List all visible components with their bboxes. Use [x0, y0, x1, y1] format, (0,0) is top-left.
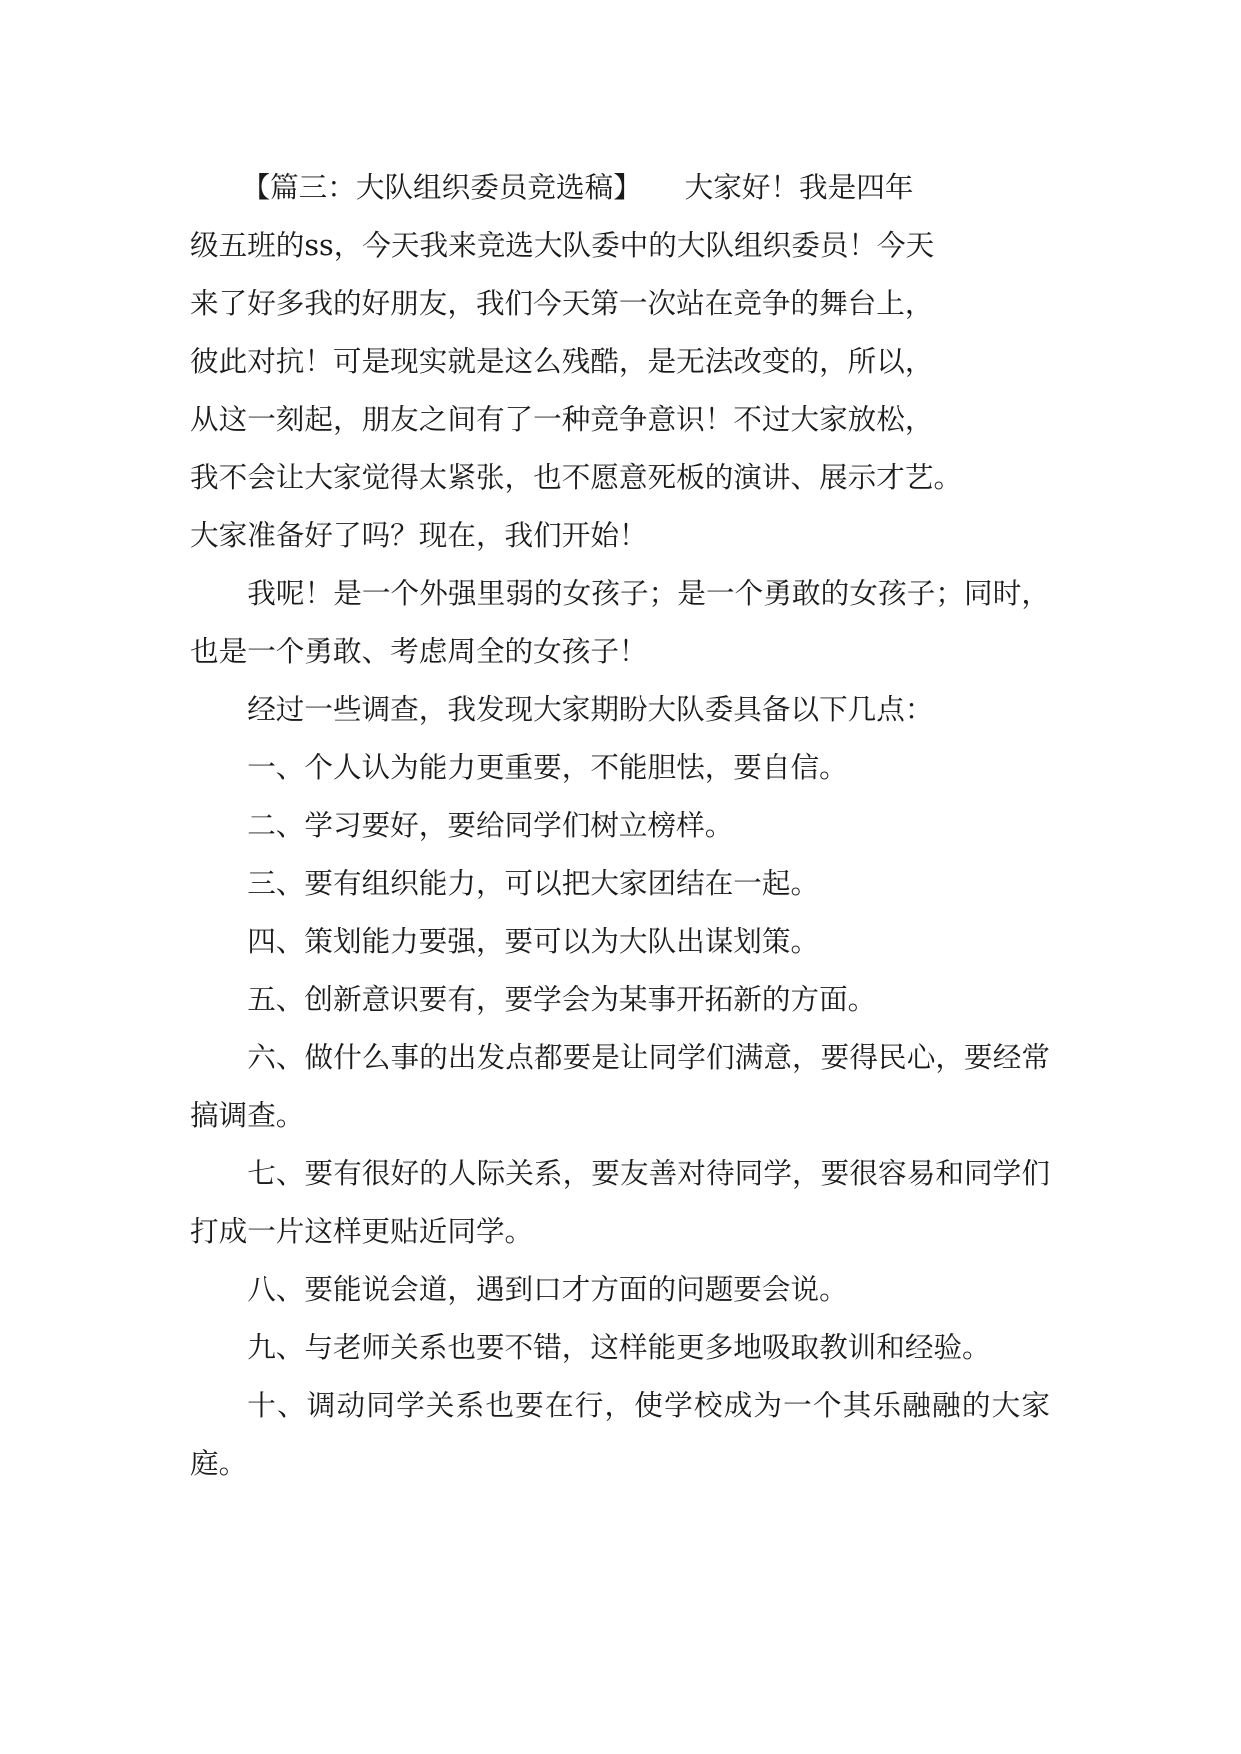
intro-line: 我不会让大家觉得太紧张，也不愿意死板的演讲、展示才艺。 [190, 460, 963, 494]
list-item: 一、个人认为能力更重要，不能胆怯，要自信。 [247, 750, 848, 784]
intro-line: 大家准备好了吗？现在，我们开始！ [190, 518, 648, 552]
list-item: 六、做什么事的出发点都要是让同学们满意，要得民心，要经常搞调查。 [190, 1040, 1050, 1132]
intro-line: 彼此对抗！可是现实就是这么残酷，是无法改变的，所以， [190, 344, 934, 378]
list-item: 十、调动同学关系也要在行，使学校成为一个其乐融融的大家庭。 [190, 1388, 1050, 1480]
list-item: 三、要有组织能力，可以把大家团结在一起。 [247, 866, 820, 900]
intro-line: 【篇三：大队组织委员竞选稿】 大家好！我是四年 [241, 170, 914, 204]
document-body [190, 158, 1050, 1492]
list-item: 四、策划能力要强，要可以为大队出谋划策。 [247, 924, 820, 958]
list-item: 五、创新意识要有，要学会为某事开拓新的方面。 [247, 982, 877, 1016]
intro-line: 级五班的ss，今天我来竞选大队委中的大队组织委员！今天 [190, 228, 935, 262]
intro-line: 来了好多我的好朋友，我们今天第一次站在竞争的舞台上， [190, 286, 934, 320]
intro-line: 从这一刻起，朋友之间有了一种竞争意识！不过大家放松， [190, 402, 934, 436]
paragraph: 经过一些调查，我发现大家期盼大队委具备以下几点： [247, 692, 934, 726]
list-item: 二、学习要好，要给同学们树立榜样。 [247, 808, 734, 842]
list-item: 八、要能说会道，遇到口才方面的问题要会说。 [247, 1272, 848, 1306]
paragraph: 我呢！是一个外强里弱的女孩子；是一个勇敢的女孩子；同时，也是一个勇敢、考虑周全的女孩子！ [190, 576, 1050, 668]
list-item: 七、要有很好的人际关系，要友善对待同学，要很容易和同学们打成一片这样更贴近同学。 [190, 1156, 1050, 1248]
list-item: 九、与老师关系也要不错，这样能更多地吸取教训和经验。 [247, 1330, 991, 1364]
